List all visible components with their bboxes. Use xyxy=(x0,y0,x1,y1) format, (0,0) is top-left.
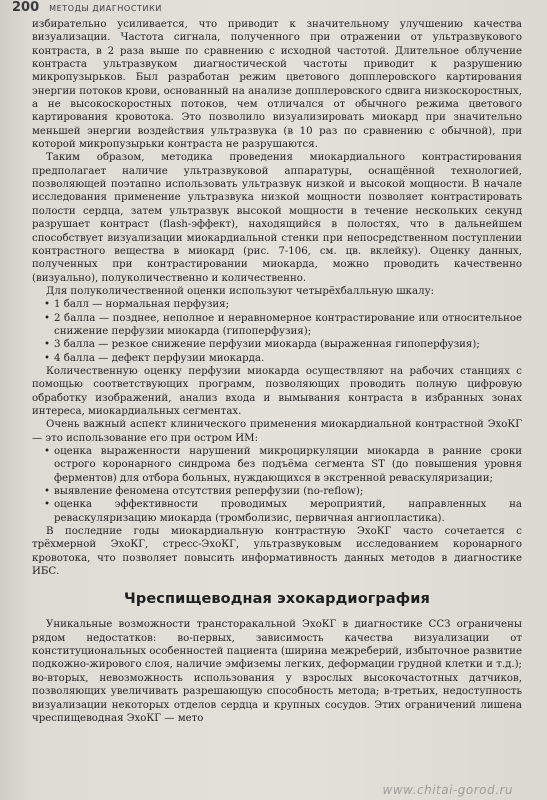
watermark: www.chitai-gorod.ru xyxy=(382,783,513,797)
paragraph: Очень важный аспект клинического применения миокардиальной контрастной ЭхоКГ — это использование его при остром ИМ: xyxy=(32,419,522,444)
running-head xyxy=(12,0,162,14)
list-item: • выявление феномена отсутствия реперфузии (no-reflow); xyxy=(44,485,522,498)
list-item: • 1 балл — нормальная перфузия; xyxy=(44,298,522,311)
list-item: • 3 балла — резкое снижение перфузии миокарда (выраженная гипоперфузия); xyxy=(44,338,522,351)
paragraph: В последние годы миокардиальную контрастную ЭхоКГ часто сочетается с трёхмерной ЭхоКГ, стресс-ЭхоКГ, ультразвуковым исследованием коронарного кровотока, что позволяет повысить информативность данных методов в диагностике ИБС. xyxy=(32,526,522,578)
list-item: • оценка выраженности нарушений микроциркуляции миокарда в ранние сроки острого коронарного синдрома без подъёма сегмента ST (до повышения уровня ферментов) для отбора больных, нуждающихся в экстренной реваскуляризации; xyxy=(44,445,522,485)
page-number: 200 xyxy=(12,0,40,15)
list-item: • 4 балла — дефект перфузии миокарда. xyxy=(44,352,522,365)
paragraph: Количественную оценку перфузии миокарда осуществляют на рабочих станциях с помощью соответствующих программ, позволяющих проводить полную цифровую обработку изображений, анализ входа и вымывания контраста в избранных зонах интереса, миокардиальных сегментах. xyxy=(32,365,522,417)
section-heading: Чреспищеводная эхокардиография xyxy=(124,591,430,608)
paragraph: Уникальные возможности трансторакальной ЭхоКГ в диагностике ССЗ ограничены рядом недостатков: во-первых, зависимость качества визуализации от конституциональных особенностей пациента (ширина межреберий, избыточное развитие подкожно-жирового слоя, наличие эмфиземы легких, деформации грудной клетки и т.д.); во-вторых, невозможность использования у взрослых высокочастотных датчиков, позволяющих увеличивать разрешающую способность метода; в-третьих, недоступность визуализации некоторых отделов сердца и крупных сосудов. Этих ограничений лишена чреспищеводная ЭхоКГ — мето xyxy=(32,619,522,724)
body-text xyxy=(32,18,522,725)
running-title: МЕТОДЫ ДИАГНОСТИКИ xyxy=(49,4,162,13)
paragraph: Для полуколичественной оценки используют четырёхбалльную шкалу: xyxy=(46,285,435,297)
acute-mi-list xyxy=(32,445,522,525)
paragraph: избирательно усиливается, что приводит к значительному улучшению качества визуализации. Частота сигнала, полученного при отражении от ультразвукового контраста, в 2 раза выше по сравнению с исходной частотой. Длительное облучение контраста ультразвуком диагностической частоты приводит к разрушению микропузырьков. Был разработан режим цветового допплеровского картирования энергии потоков крови, основанный на анализе допплеровского сдвига низкоскоростных, а не высокоскоростных потоков, чем отличался от обычного режима цветового картирования кровотока. Это позволило визуализировать миокард при значительно меньшей энергии воздействия ультразвука (в 10 раз по сравнению с обычной), при которой микропузырьки контраста не разрушаются. xyxy=(32,19,522,151)
paragraph: Таким образом, методика проведения миокардиального контрастирования предполагает наличие ультразвуковой аппаратуры, оснащённой технологией, позволяющей поэтапно использовать ультразвук низкой и высокой мощности. В начале исследования применение ультразвука низкой мощности позволяет контрастировать полости сердца, затем ультразвук высокой мощности в течение нескольких секунд разрушает контраст (flash-эффект), находящийся в полостях, что в дальнейшем способствует визуализации миокардиальной стенки при непосредственном поступлении контрастного вещества в миокард (рис. 7-106, см. цв. вклейку). Оценку данных, полученных при контрастировании миокарда, можно проводить качественно (визуально), полуколичественно и количественно. xyxy=(32,152,522,284)
list-item: • 2 балла — позднее, неполное и неравномерное контрастирование или относительное снижение перфузии миокарда (гипоперфузия); xyxy=(44,312,522,339)
perfusion-scale-list xyxy=(32,298,522,365)
list-item: • оценка эффективности проводимых мероприятий, направленных на реваскуляризацию миокарда (тромболизис, первичная ангиопластика). xyxy=(44,498,522,525)
